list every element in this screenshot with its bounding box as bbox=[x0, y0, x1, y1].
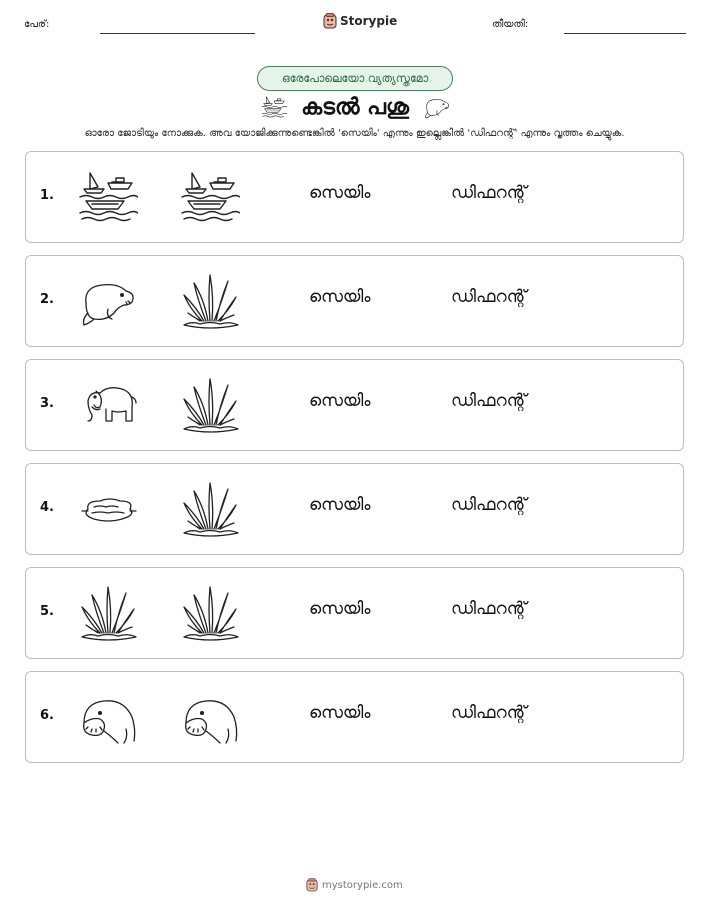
manatee-face-icon bbox=[78, 686, 138, 748]
water-icon bbox=[78, 478, 138, 540]
date-line[interactable] bbox=[564, 33, 686, 34]
question-row bbox=[25, 671, 684, 763]
question-row bbox=[25, 567, 684, 659]
seagrass-icon bbox=[180, 582, 240, 644]
question-number: 4. bbox=[40, 500, 54, 515]
boats-icon bbox=[180, 166, 240, 228]
brand-logo bbox=[323, 13, 397, 29]
manatee-face-icon bbox=[180, 686, 240, 748]
same-option[interactable]: സെയിം bbox=[309, 495, 371, 515]
brand-name: Storypie bbox=[340, 14, 398, 28]
different-option[interactable]: ഡിഫറന്റ് bbox=[451, 183, 527, 203]
name-line[interactable] bbox=[100, 33, 255, 34]
same-option[interactable]: സെയിം bbox=[309, 599, 371, 619]
question-number: 3. bbox=[40, 396, 54, 411]
question-number: 5. bbox=[40, 604, 54, 619]
topic-badge: ഒരേപോലെയോ വ്യത്യസ്തമോ bbox=[257, 66, 453, 91]
question-row bbox=[25, 255, 684, 347]
elephant-icon bbox=[78, 374, 138, 436]
storypie-mascot-icon bbox=[323, 13, 337, 29]
boats-icon bbox=[259, 95, 289, 119]
question-row bbox=[25, 463, 684, 555]
footer-url[interactable]: mystorypie.com bbox=[322, 879, 403, 891]
different-option[interactable]: ഡിഫറന്റ് bbox=[451, 495, 527, 515]
title-text: കടൽ പശു bbox=[301, 94, 409, 120]
manatee-icon bbox=[421, 94, 453, 120]
same-option[interactable]: സെയിം bbox=[309, 703, 371, 723]
same-option[interactable]: സെയിം bbox=[309, 183, 371, 203]
question-number: 1. bbox=[40, 188, 54, 203]
different-option[interactable]: ഡിഫറന്റ് bbox=[451, 703, 527, 723]
question-row bbox=[25, 151, 684, 243]
different-option[interactable]: ഡിഫറന്റ് bbox=[451, 599, 527, 619]
seagrass-icon bbox=[78, 582, 138, 644]
page-title bbox=[238, 90, 474, 124]
same-option[interactable]: സെയിം bbox=[309, 391, 371, 411]
instructions: ഓരോ ജോടിയും നോക്കുക. അവ യോജിക്കുന്നുണ്ടെങ്കിൽ 'സെയിം' എന്നും ഇല്ലെങ്കിൽ 'ഡിഫറന്റ്' എന്നും വൃത്തം ചെയ്യുക. bbox=[84, 128, 625, 139]
seagrass-icon bbox=[180, 478, 240, 540]
date-label: തീയതി: bbox=[492, 19, 529, 30]
question-row bbox=[25, 359, 684, 451]
name-label: പേര്: bbox=[24, 19, 50, 30]
storypie-mascot-icon bbox=[306, 878, 318, 892]
same-option[interactable]: സെയിം bbox=[309, 287, 371, 307]
seagrass-icon bbox=[180, 374, 240, 436]
different-option[interactable]: ഡിഫറന്റ് bbox=[451, 287, 527, 307]
question-number: 6. bbox=[40, 708, 54, 723]
boats-icon bbox=[78, 166, 138, 228]
seagrass-icon bbox=[180, 270, 240, 332]
manatee-icon bbox=[78, 270, 138, 332]
question-number: 2. bbox=[40, 292, 54, 307]
different-option[interactable]: ഡിഫറന്റ് bbox=[451, 391, 527, 411]
footer bbox=[306, 878, 403, 892]
